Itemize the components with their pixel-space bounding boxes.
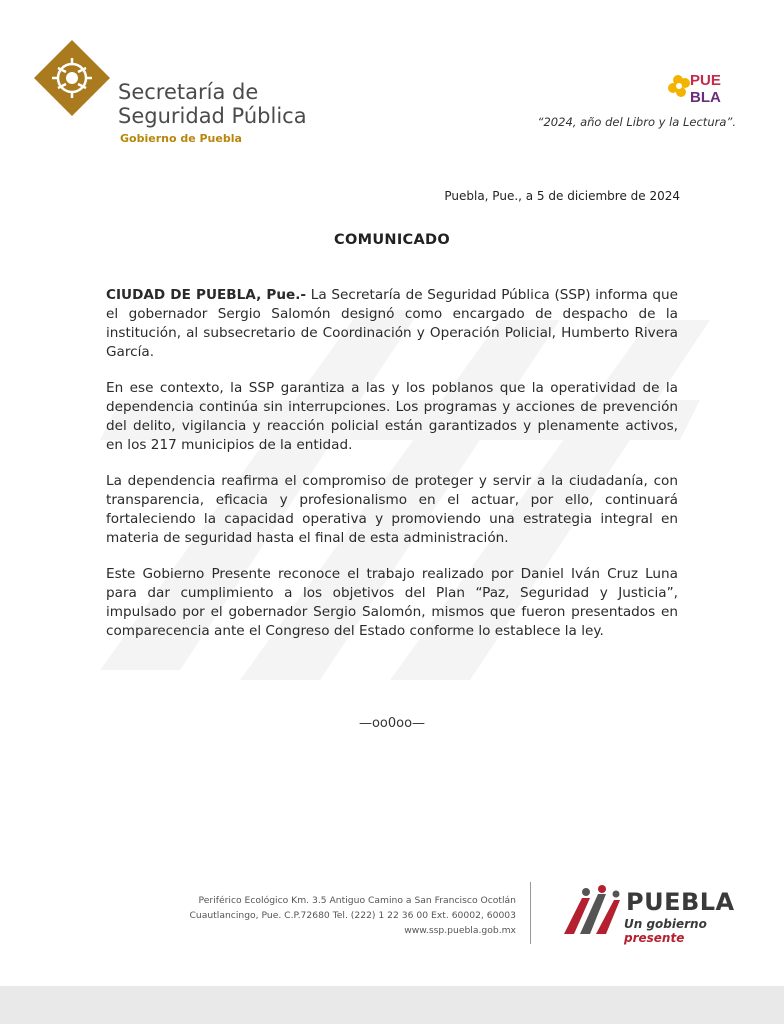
people-emblem-icon	[560, 884, 622, 938]
footer-logo-tagline-accent: presente	[624, 931, 685, 945]
footer-address-line1: Periférico Ecológico Km. 3.5 Antiguo Camino a San Francisco Ocotlán	[198, 895, 516, 906]
paragraph-2: En ese contexto, la SSP garantiza a las y los poblanos que la operatividad de la dependencia continúa sin interrupciones. Los programas y acciones de prevención del delito, vigilancia y reacción policial están garantizados y plenamente activos, en los 217 municipios de la entidad.	[106, 380, 678, 453]
closing-mark: —oo0oo—	[358, 716, 426, 731]
footer-puebla-logo	[560, 884, 756, 945]
year-motto: “2024, año del Libro y la Lectura”.	[537, 115, 736, 129]
footer-logo-tagline-plain: Un gobierno	[624, 917, 707, 931]
organization-name	[118, 80, 307, 128]
organization-subtitle: Gobierno de Puebla	[120, 132, 242, 145]
footer-address	[189, 893, 516, 938]
paragraph-3: La dependencia reafirma el compromiso de proteger y servir a la ciudadanía, con transparencia, eficacia y profesionalismo en el actuar, por ello, continuará fortaleciendo la capacidad operativa y promoviendo una estrategia integral en materia de seguridad hasta el final de esta administración.	[106, 473, 678, 546]
footer-address-line2: Cuautlancingo, Pue. C.P.72680 Tel. (222) 1 22 36 00 Ext. 60002, 60003	[189, 910, 516, 921]
ssp-emblem-icon	[32, 38, 112, 118]
paragraph-1-text: La Secretaría de Seguridad Pública (SSP) informa que el gobernador Sergio Salomón designó como encargado de despacho de la institución, al subsecretario de Coordinación y Operación Policial, Humberto Rivera García.	[106, 287, 679, 360]
footer-website: www.ssp.puebla.gob.mx	[404, 925, 516, 936]
paragraph-1-lead: CIUDAD DE PUEBLA, Pue.-	[106, 287, 307, 303]
organization-name-line1: Secretaría de	[118, 80, 259, 104]
footer-logo-name: PUEBLA	[626, 888, 735, 916]
footer-divider	[530, 882, 531, 944]
footer-logo-tagline	[624, 917, 756, 945]
puebla-logo-icon	[668, 68, 738, 106]
puebla-logo-text-bottom: BLA	[690, 89, 721, 106]
dateline: Puebla, Pue., a 5 de diciembre de 2024	[444, 189, 680, 203]
document-body	[106, 286, 678, 658]
paragraph-1	[106, 286, 678, 362]
organization-name-line2: Seguridad Pública	[118, 104, 307, 128]
puebla-logo-text-top: PUE	[690, 72, 721, 89]
document-title: COMUNICADO	[334, 232, 450, 248]
paragraph-4: Este Gobierno Presente reconoce el trabajo realizado por Daniel Iván Cruz Luna para dar cumplimiento a los objetivos del Plan “Paz, Seguridad y Justicia”, impulsado por el gobernador Sergio Salomón, mismos que fueron presentados en comparecencia ante el Congreso del Estado conforme lo establece la ley.	[106, 566, 678, 639]
